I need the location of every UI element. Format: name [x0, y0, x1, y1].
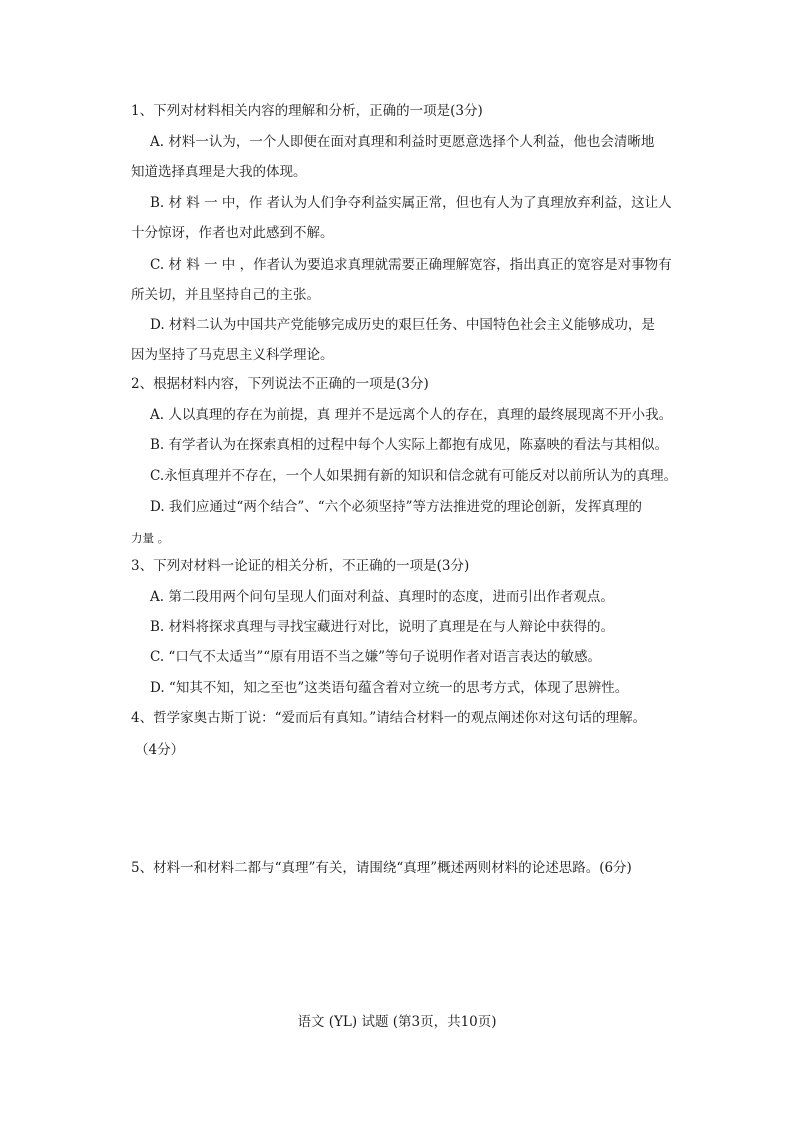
question-2-stem: 2、根据材料内容，下列说法不正确的一项是(3分): [131, 376, 429, 392]
q1-option-d-line1: D. 材料二认为中国共产党能够完成历史的艰巨任务、中国特色社会主义能够成功，是: [150, 317, 655, 333]
question-1-stem: 1、下列对材料相关内容的理解和分析，正确的一项是(3分): [131, 103, 483, 119]
q1-option-b-line2: 十分惊讶，作者也对此感到不解。: [131, 225, 334, 241]
question-4-stem: 4、哲学家奥古斯丁说：“爱而后有真知。”请结合材料一的观点阐述你对这句话的理解。: [131, 710, 647, 726]
q1-option-c-line1: C. 材 料 一 中 ，作者认为要追求真理就需要正确理解宽容，指出真正的宽容是对事物有: [150, 257, 672, 273]
q3-option-c: C. “口气不太适当”“原有用语不当之嫌”等句子说明作者对语言表达的敏感。: [150, 649, 602, 665]
question-3-stem: 3、下列对材料一论证的相关分析，不正确的一项是(3分): [131, 558, 470, 574]
q1-option-a-line2: 知道选择真理是大我的体现。: [131, 164, 307, 180]
q1-option-c-line2: 所关切，并且坚持自己的主张。: [131, 287, 320, 303]
q2-option-b: B. 有学者认为在探索真相的过程中每个人实际上都抱有成见，陈嘉映的看法与其相似。: [150, 437, 669, 453]
q3-option-a: A. 第二段用两个问句呈现人们面对利益、真理时的态度，进而引出作者观点。: [150, 589, 614, 605]
q2-option-a: A. 人以真理的存在为前提，真 理并不是远离个人的存在，真理的最终展现离不开小我。: [150, 407, 673, 423]
q3-option-d: D. “知其不知，知之至也”这类语句蕴含着对立统一的思考方式，体现了思辨性。: [150, 680, 629, 696]
q1-option-d-line2: 因为坚持了马克思主义科学理论。: [131, 347, 334, 363]
q2-option-d-line1: D. 我们应通过“两个结合”、“六个必须坚持”等方法推进党的理论创新，发挥真理的: [150, 499, 643, 515]
q2-option-d-line2: 力量 。: [131, 531, 170, 545]
q3-option-b: B. 材料将探求真理与寻找宝藏进行对比，说明了真理是在与人辩论中获得的。: [150, 619, 615, 635]
q1-option-a-line1: A. 材料一认为，一个人即便在面对真理和利益时更愿意选择个人利益，他也会清晰地: [150, 134, 655, 150]
page-footer: 语文 (YL) 试题 (第3页，共10页): [297, 1014, 497, 1030]
question-5-stem: 5、材料一和材料二都与“真理”有关，请围绕“真理”概述两则材料的论述思路。(6分): [131, 860, 632, 876]
q1-option-b-line1: B. 材 料 一 中，作 者认为人们争夺利益实属正常，但也有人为了真理放弃利益，这让人: [150, 195, 672, 211]
question-4-score: （4分）: [135, 742, 185, 758]
q2-option-c: C.永恒真理并不存在，一个人如果拥有新的知识和信念就有可能反对以前所认为的真理。: [150, 468, 678, 484]
